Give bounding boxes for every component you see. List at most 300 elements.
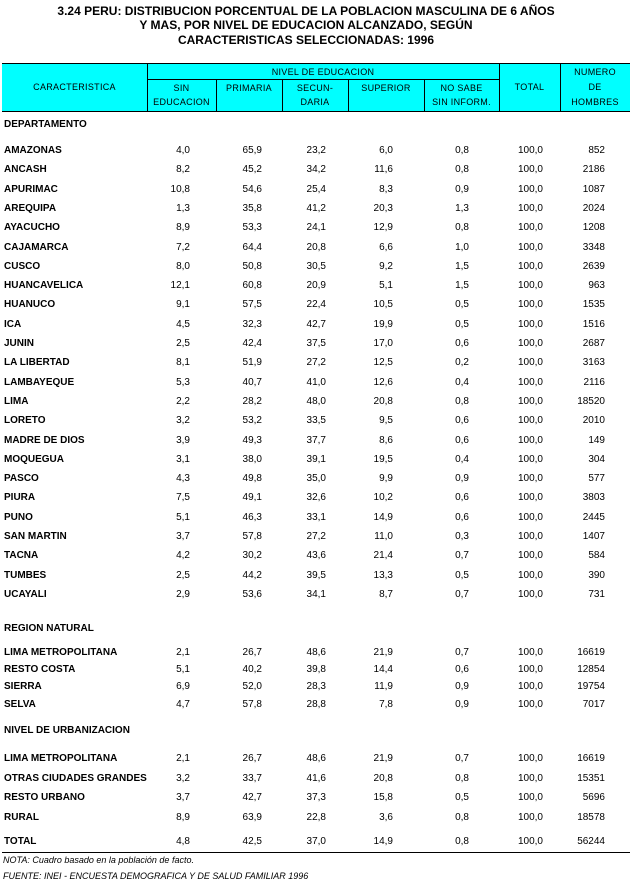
row-value: 63,9 <box>242 812 262 823</box>
row-value: 32,3 <box>242 319 262 330</box>
row-value: 731 <box>588 589 605 600</box>
row-value: 2186 <box>582 164 605 175</box>
row-label: UCAYALI <box>4 589 47 600</box>
table-title-line1: 3.24 PERU: DISTRIBUCION PORCENTUAL DE LA POBLACION MASCULINA DE 6 AÑOS <box>57 4 555 18</box>
row-value: 8,3 <box>379 184 393 195</box>
row-value: 0,8 <box>455 222 469 233</box>
row-value: 100,0 <box>517 222 543 233</box>
row-value: 0,8 <box>455 836 469 847</box>
table-row <box>0 260 632 274</box>
row-value: 100,0 <box>517 699 543 710</box>
row-value: 45,2 <box>242 164 262 175</box>
table-row <box>0 663 632 677</box>
row-value: 100,0 <box>517 812 543 823</box>
row-value: 38,0 <box>242 454 262 465</box>
row-value: 34,2 <box>306 164 326 175</box>
section-nivel-urbanizacion: NIVEL DE URBANIZACION <box>4 725 130 736</box>
row-value: 0,6 <box>455 338 469 349</box>
table-row <box>0 549 632 563</box>
row-value: 11,6 <box>374 164 393 175</box>
row-value: 49,1 <box>242 492 262 503</box>
table-row <box>0 811 632 825</box>
table-title-line2: Y MAS, POR NIVEL DE EDUCACION ALCANZADO, SEGÚN <box>139 18 473 32</box>
row-value: 20,3 <box>373 203 393 214</box>
row-value: 16619 <box>577 647 605 658</box>
row-value: 100,0 <box>517 664 543 675</box>
row-value: 100,0 <box>517 280 543 291</box>
row-value: 0,9 <box>455 184 469 195</box>
row-value: 20,8 <box>373 396 393 407</box>
row-value: 43,6 <box>306 550 326 561</box>
header-primaria: PRIMARIA <box>226 83 272 93</box>
row-value: 14,9 <box>373 512 393 523</box>
row-value: 7017 <box>582 699 605 710</box>
row-value: 0,8 <box>455 812 469 823</box>
row-label: RESTO URBANO <box>4 792 85 803</box>
row-value: 7,8 <box>379 699 393 710</box>
row-value: 1535 <box>582 299 605 310</box>
row-value: 1,3 <box>455 203 469 214</box>
footnote-nota: NOTA: Cuadro basado en la población de facto. <box>3 855 194 865</box>
row-label: ANCASH <box>4 164 47 175</box>
row-value: 37,0 <box>306 836 326 847</box>
row-value: 5,1 <box>379 280 393 291</box>
row-value: 0,4 <box>455 454 469 465</box>
row-value: 100,0 <box>517 319 543 330</box>
row-value: 5,1 <box>176 664 190 675</box>
row-value: 0,7 <box>455 753 469 764</box>
row-value: 3,1 <box>176 454 190 465</box>
row-value: 30,2 <box>242 550 262 561</box>
row-value: 39,8 <box>306 664 326 675</box>
row-value: 15351 <box>577 773 605 784</box>
row-label: ICA <box>4 319 22 330</box>
row-value: 100,0 <box>517 377 543 388</box>
table-row <box>0 453 632 467</box>
row-value: 19754 <box>577 681 605 692</box>
row-value: 39,1 <box>306 454 326 465</box>
row-label: LORETO <box>4 415 46 426</box>
row-value: 42,4 <box>242 338 262 349</box>
row-label: APURIMAC <box>4 184 58 195</box>
row-value: 852 <box>588 145 605 156</box>
row-value: 1087 <box>582 184 605 195</box>
table-row <box>0 434 632 448</box>
row-value: 30,5 <box>306 261 326 272</box>
row-value: 3,6 <box>379 812 393 823</box>
row-value: 1516 <box>582 319 605 330</box>
row-value: 33,5 <box>306 415 326 426</box>
row-value: 35,0 <box>306 473 326 484</box>
row-value: 100,0 <box>517 836 543 847</box>
row-label: HUANCAVELICA <box>4 280 84 291</box>
row-value: 33,7 <box>242 773 262 784</box>
row-value: 13,3 <box>373 570 393 581</box>
row-value: 49,3 <box>242 435 262 446</box>
row-value: 100,0 <box>517 454 543 465</box>
row-label: MOQUEGUA <box>4 454 64 465</box>
row-value: 0,6 <box>455 492 469 503</box>
table-row <box>0 569 632 583</box>
table-row <box>0 337 632 351</box>
row-value: 149 <box>588 435 605 446</box>
row-value: 37,7 <box>306 435 326 446</box>
table-row <box>0 835 632 849</box>
table-row <box>0 511 632 525</box>
table-row <box>0 472 632 486</box>
row-value: 22,4 <box>306 299 326 310</box>
row-value: 49,8 <box>242 473 262 484</box>
row-label: JUNIN <box>4 338 35 349</box>
header-no-sabe-2: SIN INFORM. <box>432 97 491 107</box>
row-value: 8,6 <box>379 435 393 446</box>
table-row <box>0 183 632 197</box>
row-value: 28,2 <box>242 396 262 407</box>
row-value: 100,0 <box>517 203 543 214</box>
row-value: 2116 <box>583 377 605 388</box>
row-value: 20,9 <box>306 280 326 291</box>
row-value: 35,8 <box>242 203 262 214</box>
table-row <box>0 791 632 805</box>
row-value: 27,2 <box>306 357 326 368</box>
row-value: 0,5 <box>455 570 469 581</box>
row-value: 2,1 <box>176 753 190 764</box>
row-value: 18520 <box>577 396 605 407</box>
row-value: 7,5 <box>176 492 190 503</box>
row-value: 2687 <box>582 338 605 349</box>
row-label: OTRAS CIUDADES GRANDES <box>4 773 147 784</box>
row-value: 40,7 <box>242 377 262 388</box>
row-value: 2010 <box>582 415 605 426</box>
row-value: 100,0 <box>517 164 543 175</box>
row-label: LIMA <box>4 396 29 407</box>
row-value: 9,9 <box>379 473 393 484</box>
row-value: 2,2 <box>176 396 190 407</box>
row-label: LIMA METROPOLITANA <box>4 647 118 658</box>
header-nivel-educacion: NIVEL DE EDUCACION <box>271 67 375 77</box>
row-value: 42,5 <box>242 836 262 847</box>
row-value: 64,4 <box>242 242 262 253</box>
table-row <box>0 588 632 602</box>
row-label: HUANUCO <box>4 299 56 310</box>
row-value: 3,2 <box>176 415 190 426</box>
row-value: 0,9 <box>455 473 469 484</box>
row-value: 3,2 <box>176 773 190 784</box>
header-divider <box>147 79 499 80</box>
row-value: 2,9 <box>176 589 190 600</box>
row-value: 21,9 <box>373 647 393 658</box>
row-value: 57,8 <box>242 699 262 710</box>
row-value: 4,3 <box>176 473 190 484</box>
row-label: TACNA <box>4 550 39 561</box>
row-value: 8,7 <box>379 589 393 600</box>
table-row <box>0 752 632 766</box>
header-sin-educacion-2: EDUCACION <box>153 97 210 107</box>
row-value: 41,6 <box>306 773 326 784</box>
row-value: 53,2 <box>242 415 262 426</box>
row-value: 26,7 <box>242 753 262 764</box>
row-value: 23,2 <box>306 145 326 156</box>
table-row <box>0 491 632 505</box>
row-value: 41,0 <box>306 377 326 388</box>
row-value: 21,9 <box>373 753 393 764</box>
row-value: 12,6 <box>373 377 393 388</box>
row-value: 53,3 <box>242 222 262 233</box>
table-title-line3: CARACTERISTICAS SELECCIONADAS: 1996 <box>177 33 435 47</box>
table-row <box>0 530 632 544</box>
row-value: 32,6 <box>306 492 326 503</box>
table-bottom-rule <box>2 852 630 853</box>
row-label: CUSCO <box>4 261 41 272</box>
row-value: 28,8 <box>306 699 326 710</box>
row-value: 100,0 <box>517 773 543 784</box>
row-value: 60,8 <box>242 280 262 291</box>
row-value: 27,2 <box>306 531 326 542</box>
row-value: 4,5 <box>176 319 190 330</box>
row-value: 22,8 <box>306 812 326 823</box>
row-value: 2,5 <box>176 338 190 349</box>
row-value: 3,9 <box>176 435 190 446</box>
row-value: 584 <box>588 550 605 561</box>
row-value: 42,7 <box>306 319 326 330</box>
row-value: 0,3 <box>455 531 469 542</box>
row-value: 9,2 <box>379 261 393 272</box>
row-value: 100,0 <box>517 753 543 764</box>
row-label: LA LIBERTAD <box>4 357 70 368</box>
row-value: 54,6 <box>242 184 262 195</box>
header-numero-2: DE <box>588 82 602 92</box>
row-value: 56244 <box>577 836 605 847</box>
row-label: RURAL <box>4 812 39 823</box>
row-value: 3163 <box>582 357 605 368</box>
row-value: 39,5 <box>306 570 326 581</box>
row-value: 57,5 <box>242 299 262 310</box>
row-value: 0,7 <box>455 589 469 600</box>
row-value: 577 <box>588 473 605 484</box>
row-value: 37,3 <box>306 792 326 803</box>
row-value: 20,8 <box>306 242 326 253</box>
row-value: 2639 <box>582 261 605 272</box>
row-value: 100,0 <box>517 338 543 349</box>
row-value: 100,0 <box>517 435 543 446</box>
row-value: 11,9 <box>374 681 393 692</box>
row-value: 0,8 <box>455 164 469 175</box>
row-value: 2445 <box>582 512 605 523</box>
header-no-sabe-1: NO SABE <box>440 83 483 93</box>
row-value: 46,3 <box>242 512 262 523</box>
row-value: 0,4 <box>455 377 469 388</box>
row-value: 100,0 <box>517 792 543 803</box>
row-value: 0,8 <box>455 145 469 156</box>
row-value: 6,9 <box>176 681 190 692</box>
row-label: AREQUIPA <box>4 203 57 214</box>
row-value: 21,4 <box>373 550 393 561</box>
row-value: 10,5 <box>373 299 393 310</box>
row-value: 28,3 <box>306 681 326 692</box>
row-value: 14,9 <box>373 836 393 847</box>
row-label: CAJAMARCA <box>4 242 69 253</box>
row-value: 10,8 <box>170 184 190 195</box>
row-value: 100,0 <box>517 589 543 600</box>
row-value: 8,9 <box>176 222 190 233</box>
header-secundaria-1: SECUN- <box>296 83 334 93</box>
row-value: 100,0 <box>517 184 543 195</box>
row-value: 42,7 <box>242 792 262 803</box>
table-row <box>0 414 632 428</box>
header-sin-educacion-1: SIN <box>173 83 190 93</box>
row-value: 34,1 <box>306 589 326 600</box>
row-label: AYACUCHO <box>4 222 60 233</box>
row-value: 51,9 <box>242 357 262 368</box>
row-value: 44,2 <box>242 570 262 581</box>
row-value: 1,0 <box>455 242 469 253</box>
row-value: 0,8 <box>455 396 469 407</box>
header-numero-1: NUMERO <box>574 67 616 77</box>
row-value: 2024 <box>582 203 605 214</box>
row-value: 48,6 <box>306 647 326 658</box>
row-value: 100,0 <box>517 396 543 407</box>
section-region-natural: REGION NATURAL <box>4 623 94 634</box>
table-row <box>0 646 632 660</box>
table-row <box>0 163 632 177</box>
row-value: 2,1 <box>176 647 190 658</box>
row-value: 100,0 <box>517 681 543 692</box>
row-value: 26,7 <box>242 647 262 658</box>
row-value: 3348 <box>582 242 605 253</box>
row-value: 0,7 <box>455 550 469 561</box>
row-value: 24,1 <box>306 222 326 233</box>
row-value: 6,6 <box>379 242 393 253</box>
row-value: 5,1 <box>176 512 190 523</box>
row-value: 3803 <box>582 492 605 503</box>
row-value: 8,9 <box>176 812 190 823</box>
row-label: LIMA METROPOLITANA <box>4 753 118 764</box>
row-value: 4,7 <box>176 699 190 710</box>
row-label: MADRE DE DIOS <box>4 435 85 446</box>
table-row <box>0 241 632 255</box>
table-row <box>0 318 632 332</box>
table-row <box>0 356 632 370</box>
table-row <box>0 298 632 312</box>
row-value: 1407 <box>582 531 605 542</box>
row-value: 100,0 <box>517 357 543 368</box>
row-value: 0,5 <box>455 299 469 310</box>
row-value: 40,2 <box>242 664 262 675</box>
row-value: 8,1 <box>176 357 190 368</box>
header-total: TOTAL <box>514 82 545 92</box>
header-numero-3: HOMBRES <box>571 97 619 107</box>
row-value: 0,5 <box>455 792 469 803</box>
row-value: 0,6 <box>455 435 469 446</box>
header-caracteristica: CARACTERISTICA <box>33 82 116 92</box>
row-label: SIERRA <box>4 681 42 692</box>
row-value: 100,0 <box>517 512 543 523</box>
row-value: 12,9 <box>373 222 393 233</box>
row-label: PIURA <box>4 492 36 503</box>
row-value: 20,8 <box>373 773 393 784</box>
row-value: 100,0 <box>517 492 543 503</box>
row-value: 65,9 <box>242 145 262 156</box>
row-value: 16619 <box>577 753 605 764</box>
table-row <box>0 202 632 216</box>
row-value: 8,0 <box>176 261 190 272</box>
row-value: 0,9 <box>455 681 469 692</box>
row-value: 12,5 <box>373 357 393 368</box>
row-value: 12854 <box>577 664 605 675</box>
row-label: RESTO COSTA <box>4 664 76 675</box>
row-value: 41,2 <box>306 203 326 214</box>
row-value: 19,5 <box>373 454 393 465</box>
row-label: TUMBES <box>4 570 47 581</box>
section-departamento: DEPARTAMENTO <box>4 119 87 130</box>
row-value: 37,5 <box>306 338 326 349</box>
row-value: 53,6 <box>242 589 262 600</box>
row-value: 100,0 <box>517 570 543 581</box>
row-value: 5696 <box>582 792 605 803</box>
row-label: AMAZONAS <box>4 145 62 156</box>
row-value: 1,3 <box>176 203 190 214</box>
row-value: 100,0 <box>517 242 543 253</box>
row-value: 15,8 <box>373 792 393 803</box>
row-value: 5,3 <box>176 377 190 388</box>
row-value: 8,2 <box>176 164 190 175</box>
row-value: 4,2 <box>176 550 190 561</box>
row-value: 963 <box>588 280 605 291</box>
table-header <box>2 63 630 112</box>
row-value: 100,0 <box>517 145 543 156</box>
row-value: 17,0 <box>373 338 393 349</box>
header-superior: SUPERIOR <box>361 83 411 93</box>
row-value: 0,7 <box>455 647 469 658</box>
row-label: SELVA <box>4 699 36 710</box>
row-value: 9,5 <box>379 415 393 426</box>
table-row <box>0 144 632 158</box>
row-value: 304 <box>588 454 605 465</box>
row-label: LAMBAYEQUE <box>4 377 75 388</box>
row-value: 11,0 <box>374 531 393 542</box>
row-value: 18578 <box>577 812 605 823</box>
row-label: TOTAL <box>4 836 37 847</box>
row-label: SAN MARTIN <box>4 531 67 542</box>
row-value: 1,5 <box>455 261 469 272</box>
row-value: 52,0 <box>242 681 262 692</box>
row-value: 9,1 <box>176 299 190 310</box>
row-value: 48,0 <box>306 396 326 407</box>
row-value: 390 <box>588 570 605 581</box>
row-value: 10,2 <box>373 492 393 503</box>
row-value: 4,8 <box>176 836 190 847</box>
row-value: 100,0 <box>517 261 543 272</box>
row-value: 0,5 <box>455 319 469 330</box>
footnote-fuente: FUENTE: INEI - ENCUESTA DEMOGRAFICA Y DE SALUD FAMILIAR 1996 <box>3 871 309 881</box>
row-value: 19,9 <box>373 319 393 330</box>
row-label: PASCO <box>4 473 39 484</box>
row-value: 0,2 <box>455 357 469 368</box>
row-value: 1,5 <box>455 280 469 291</box>
table-row <box>0 395 632 409</box>
table-row <box>0 680 632 694</box>
row-value: 25,4 <box>306 184 326 195</box>
row-value: 0,6 <box>455 415 469 426</box>
row-value: 0,9 <box>455 699 469 710</box>
row-value: 57,8 <box>242 531 262 542</box>
row-value: 100,0 <box>517 473 543 484</box>
row-value: 2,5 <box>176 570 190 581</box>
row-value: 48,6 <box>306 753 326 764</box>
row-value: 7,2 <box>176 242 190 253</box>
row-value: 50,8 <box>242 261 262 272</box>
row-value: 14,4 <box>373 664 393 675</box>
